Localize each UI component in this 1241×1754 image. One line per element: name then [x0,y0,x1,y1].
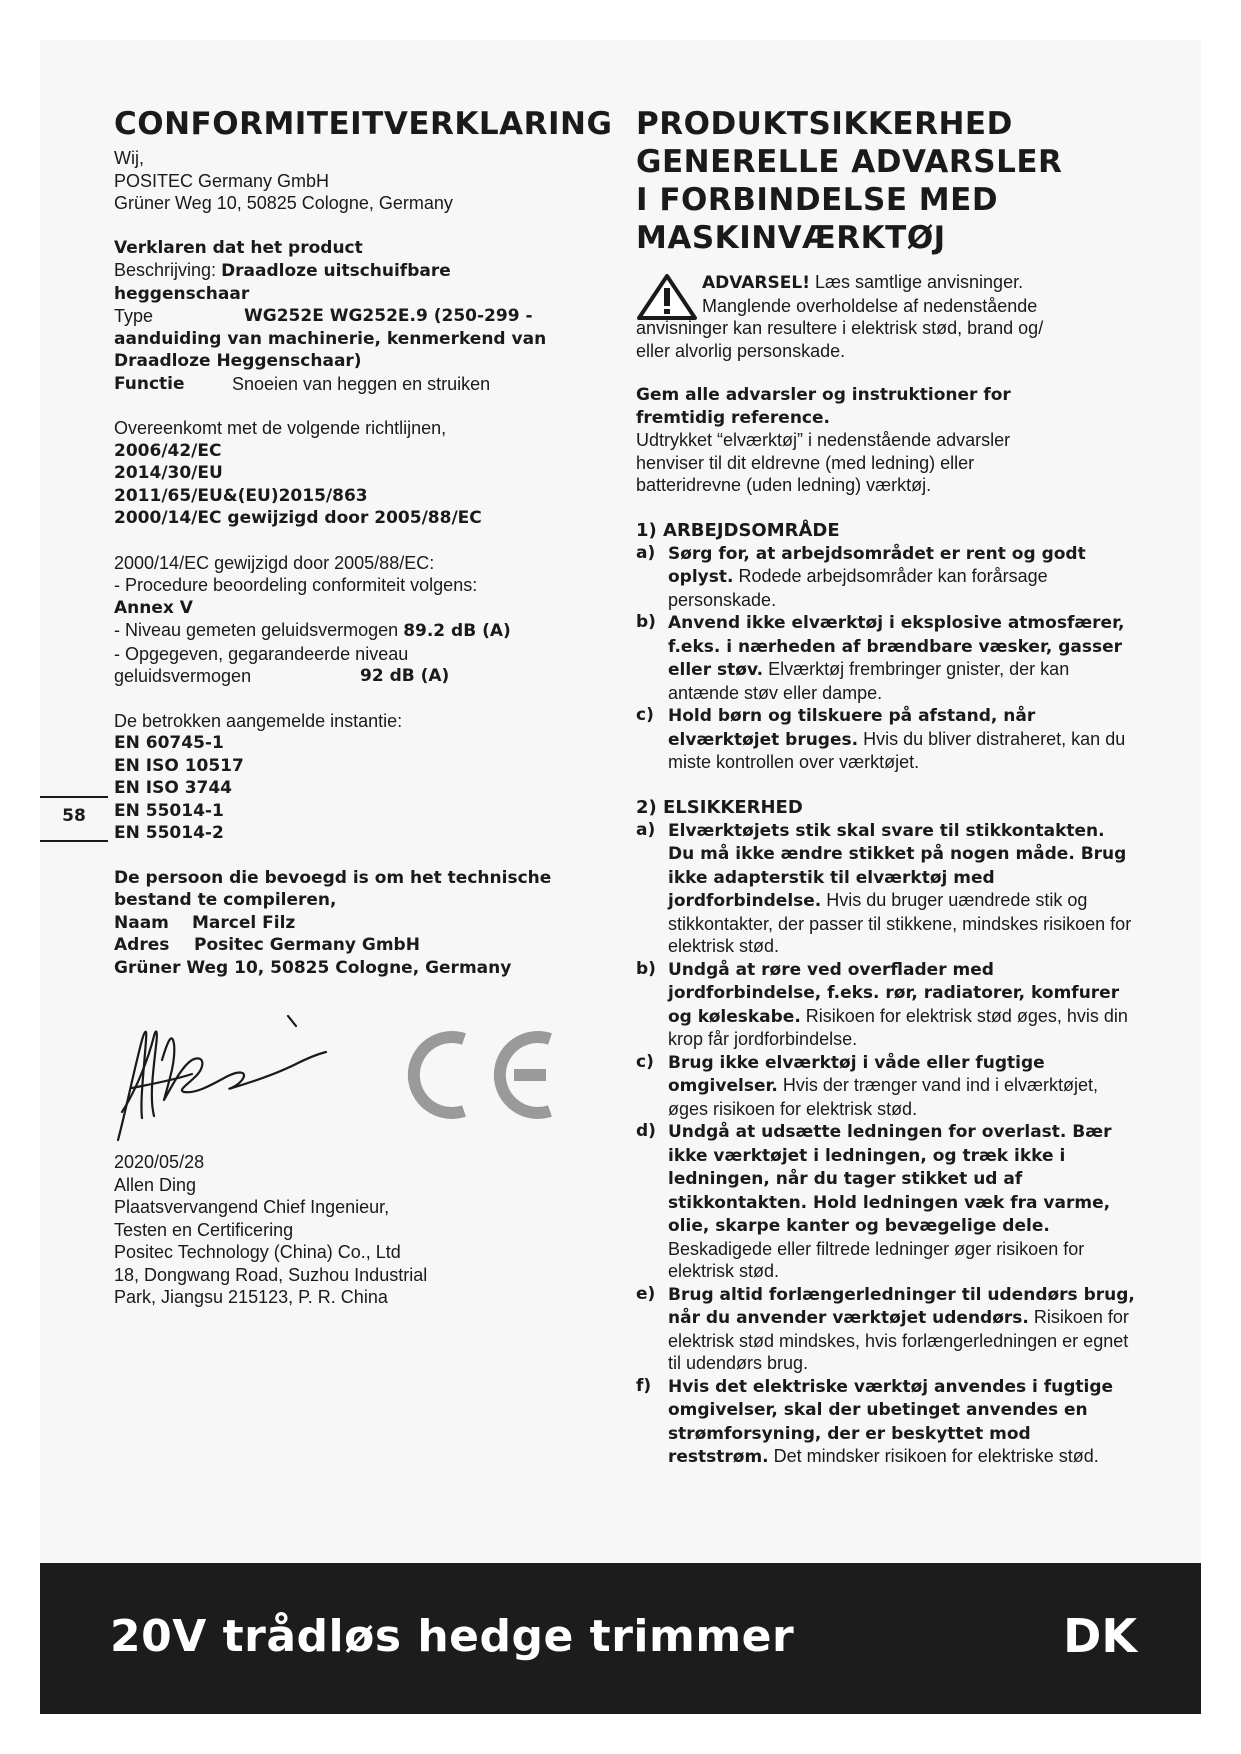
function-label: Functie [114,373,185,394]
item-body [668,1120,1136,1283]
type-value-cont: aanduiding van machinerie, kenmerkend van [114,328,547,349]
procedure-text: - Procedure beoordeling conformiteit volgens: [114,575,478,595]
item-body [668,1375,1136,1469]
name-line [114,912,614,935]
term-explanation-cont: batteridrevne (uden ledning) værktøj. [636,475,932,495]
address-value: Positec Germany GmbH [194,935,420,955]
function-line [114,373,614,396]
electrical-item [636,819,1136,958]
warning-block [636,271,1136,362]
electrical-item [636,1375,1136,1469]
warning-text-cont: eller alvorlig personskade. [636,340,846,361]
item-text: Hvis du bliver distraheret, kan du miste kontrollen over værktøjet. [668,728,1126,772]
item-bold-text: Brug ikke elværktøj i våde eller fugtige omgivelser. [668,1052,1045,1096]
safety-column [636,105,1136,1469]
ce-mark [400,1025,560,1125]
safety-heading-line: I FORBINDELSE MED [636,182,999,218]
function-value: Snoeien van heggen en struiken [232,373,491,394]
directive: 2000/14/EC gewijzigd door 2005/88/EC [114,508,482,528]
item-bold-text: Elværktøjets stik skal svare til stikkontakten. Du må ikke ændre stikket på nogen måde. Brug ikke adapterstik til elværktøj med jordforbindelse. [668,820,1127,911]
signer-title: Plaatsvervangend Chief Ingenieur, [114,1197,390,1217]
signer-company: Positec Technology (China) Co., Ltd [114,1242,401,1262]
company-address: Grüner Weg 10, 50825 Cologne, Germany [114,193,453,213]
item-label: a) [636,819,656,840]
item-label: d) [636,1121,656,1141]
item-label: c) [636,1051,654,1072]
directive: 2014/30/EU [114,463,223,483]
item-bold-text: Anvend ikke elværktøj i eksplosive atmosfærer, f.eks. i nærheden af brændbare væsker, gasser eller støv. [668,613,1125,680]
electrical-item [636,1051,1136,1121]
item-body [668,542,1136,612]
electrical-item [636,1283,1136,1375]
item-text: Rodede arbejdsområder kan forårsage personskade. [668,566,1048,610]
page-number-rule-bottom [40,840,108,842]
save-instructions-cont: fremtidig reference. [636,407,830,428]
type-label: Type [114,306,154,326]
description-line [114,259,614,283]
annex-text: Annex V [114,597,193,618]
address-value-cont: Grüner Weg 10, 50825 Cologne, Germany [114,957,512,978]
item-label: b) [636,958,656,979]
warning-text-cont: anvisninger kan resultere i elektrisk stød, brand og/ [636,318,1044,338]
item-text: Hvis der trænger vand ind i elværktøjet, øges risikoen for elektrisk stød. [668,1075,1099,1119]
complies-text: Overeenkomt met de volgende richtlijnen, [114,418,447,438]
measured-label: - Niveau gemeten geluidsvermogen [114,620,399,640]
item-body [668,958,1136,1051]
notified-text: De betrokken aangemelde instantie: [114,710,403,731]
declare-text: Verklaren dat het product [114,237,363,258]
footer-bar [40,1563,1201,1714]
product-title: 20V trådløs hedge trimmer [110,1611,795,1662]
item-text: Elværktøj frembringer gnister, der kan antænde støv eller dampe. [668,659,1070,703]
standard: EN 55014-1 [114,800,224,821]
term-explanation-cont: henviser til dit eldrevne (med ledning) eller [636,452,975,473]
item-bold-text: Hold børn og tilskuere på afstand, når elværktøjet bruges. [668,706,1036,750]
name-value: Marcel Filz [192,912,296,933]
item-body [668,1283,1136,1375]
warning-triangle-icon [636,273,698,321]
item-text: Hvis du bruger uændrede stik og stikkontakter, der passer til stikkene, mindskes risikoen for elektrisk stød. [668,890,1132,956]
declaration-heading: CONFORMITEITVERKLARING [114,106,613,142]
warning-text-cont: Manglende overholdelse af nedenstående [702,295,1038,316]
item-body [668,1051,1136,1121]
safety-heading-line: PRODUKTSIKKERHED [636,106,1013,142]
name-label: Naam [114,912,169,933]
standard: EN ISO 10517 [114,755,244,776]
item-text: Beskadigede eller filtrede ledninger øger risikoen for elektrisk stød. [668,1238,1085,1281]
item-label: b) [636,612,656,632]
standard: EN ISO 3744 [114,778,233,798]
item-body [668,704,1136,774]
save-instructions: Gem alle advarsler og instruktioner for [636,385,1011,405]
guaranteed-line [114,665,614,688]
work-area-item [636,704,1136,774]
work-area-item [636,542,1136,612]
item-label: a) [636,542,656,563]
we-text: Wij, [114,148,144,168]
item-label: c) [636,705,654,725]
signer-name: Allen Ding [114,1174,197,1195]
type-line [114,305,614,328]
guaranteed-value: 92 dB (A) [360,666,450,686]
standard: EN 60745-1 [114,733,224,753]
item-bold-text: Brug altid forlængerledninger til udendørs brug, når du anvender værktøjet udendørs. [668,1284,1135,1328]
work-area-list [636,542,1136,774]
person-text-cont: bestand te compileren, [114,890,337,910]
measured-value: 89.2 dB (A) [403,621,511,641]
signature-image [112,1000,372,1150]
language-code: DK [1063,1609,1137,1663]
page-number-rule-top [40,796,108,798]
signer-title-cont: Testen en Certificering [114,1219,294,1240]
signer-address: 18, Dongwang Road, Suzhou Industrial [114,1264,428,1285]
item-bold-text: Sørg for, at arbejdsområdet er rent og godt oplyst. [668,543,1086,587]
section-title-electrical: 2) ELSIKKERHED [636,796,803,818]
address-line [114,934,614,957]
item-text: Det mindsker risikoen for elektriske stød. [768,1446,1099,1466]
item-text: Risikoen for elektrisk stød mindskes, hvis forlængerledningen er egnet til udendørs brug. [668,1307,1129,1373]
warning-text: Læs samtlige anvisninger. [809,272,1024,292]
standard: EN 55014-2 [114,823,224,843]
address-label: Adres [114,935,170,955]
page-number: 58 [62,806,86,826]
item-body [668,819,1136,958]
warning-line [636,271,1136,295]
item-bold-text: Undgå at udsætte ledningen for overlast. Bær ikke værktøjet i ledningen, og træk ikke i ledningen, når du tager stikket ud af stikkontakten. Hold ledningen væk fra varme, olie, skarpe kanter og bevægelige dele. [668,1122,1112,1236]
work-area-item [636,611,1136,704]
directive: 2011/65/EU&(EU)2015/863 [114,485,368,506]
measured-line [114,619,614,643]
guaranteed-label: - Opgegeven, gegarandeerde niveau [114,643,409,664]
noise-heading: 2000/14/EC gewijzigd door 2005/88/EC: [114,552,435,573]
signer-address-cont: Park, Jiangsu 215123, P. R. China [114,1287,388,1307]
item-bold-text: Hvis det elektriske værktøj anvendes i fugtige omgivelser, skal der ubetinget anvendes en strømforsyning, der er beskyttet mod reststrøm. [668,1376,1114,1467]
safety-heading-line: GENERELLE ADVARSLER [636,144,1063,180]
guaranteed-label-cont: geluidsvermogen [114,666,252,686]
type-value-cont-2: Draadloze Heggenschaar) [114,351,362,371]
company-name: POSITEC Germany GmbH [114,170,330,191]
date-text: 2020/05/28 [114,1152,205,1172]
item-bold-text: Undgå at røre ved overflader med jordforbindelse, f.eks. rør, radiatorer, komfurer og køleskabe. [668,959,1120,1027]
electrical-item [636,958,1136,1051]
safety-heading-line: MASKINVÆRKTØJ [636,220,946,256]
directive: 2006/42/EC [114,440,222,461]
description-value: Draadloze uitschuifbare [221,261,451,281]
item-label: e) [636,1283,656,1304]
item-text: Risikoen for elektrisk stød øges, hvis din krop får jordforbindelse. [668,1005,1128,1049]
person-text: De persoon die bevoegd is om het technische [114,867,552,888]
description-label: Beschrijving: [114,260,217,280]
warning-label: ADVARSEL! [702,273,810,293]
electrical-item [636,1120,1136,1283]
item-label: f) [636,1375,652,1396]
term-explanation: Udtrykket “elværktøj” i nedenstående advarsler [636,430,1011,450]
item-body [668,611,1136,704]
type-value: WG252E WG252E.9 (250-299 - [244,306,533,326]
description-value-cont: heggenschaar [114,283,250,304]
section-title-work-area: 1) ARBEJDSOMRÅDE [636,519,840,541]
electrical-list [636,819,1136,1469]
